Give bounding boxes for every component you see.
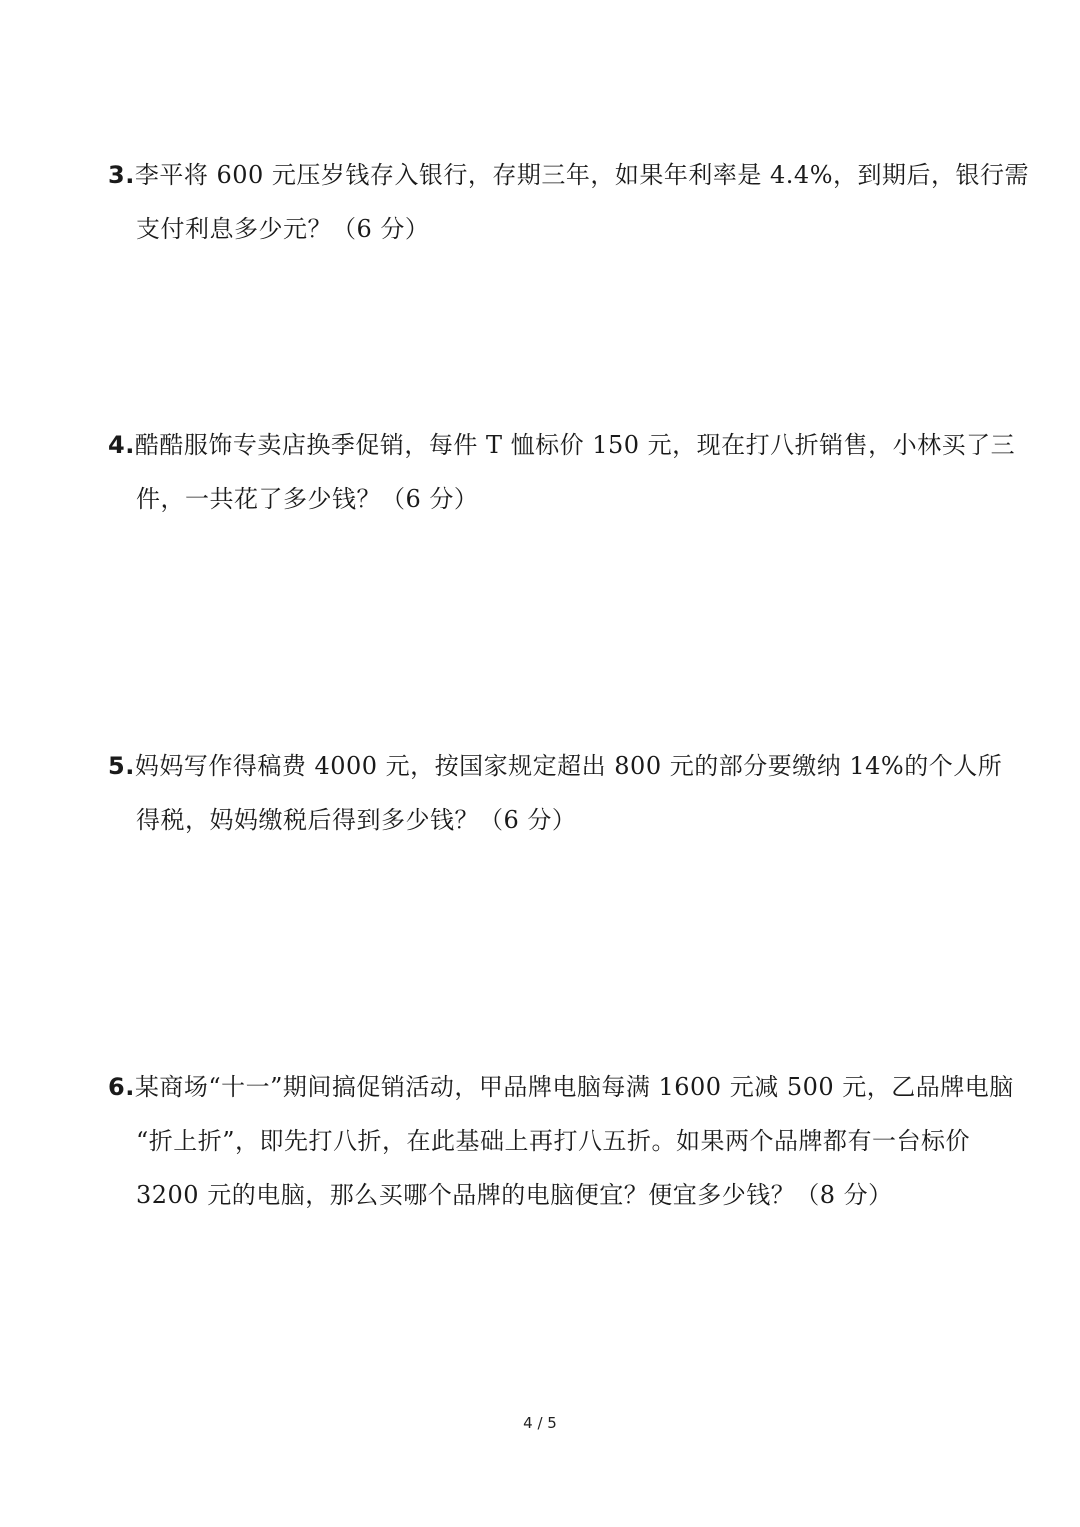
question-line — [108, 418, 1016, 472]
question-number: 4. — [108, 431, 135, 459]
question-6 — [108, 1060, 1014, 1222]
question-line — [108, 1060, 1014, 1114]
question-text: 某商场“十一”期间搞促销活动，甲品牌电脑每满 1600 元减 500 元，乙品牌电脑 — [134, 1073, 1014, 1101]
question-line — [108, 739, 1003, 793]
question-text: 李平将 600 元压岁钱存入银行，存期三年，如果年利率是 4.4%，到期后，银行需 — [134, 161, 1029, 189]
question-line — [108, 148, 1029, 202]
question-text: 酷酷服饰专卖店换季促销，每件 T 恤标价 150 元，现在打八折销售，小林买了三 — [134, 431, 1016, 459]
question-5 — [108, 739, 1003, 847]
question-text: 3200 元的电脑，那么买哪个品牌的电脑便宜？便宜多少钱？（8 分） — [136, 1181, 893, 1209]
question-3 — [108, 148, 1029, 256]
question-text: 件，一共花了多少钱？（6 分） — [136, 485, 479, 513]
question-text: 得税，妈妈缴税后得到多少钱？（6 分） — [136, 806, 577, 834]
page-number: 4 / 5 — [523, 1414, 557, 1432]
question-number: 6. — [108, 1073, 135, 1101]
question-number: 3. — [108, 161, 135, 189]
question-number: 5. — [108, 752, 135, 780]
question-4 — [108, 418, 1016, 526]
question-text: “折上折”，即先打八折，在此基础上再打八五折。如果两个品牌都有一台标价 — [136, 1127, 971, 1155]
question-text: 支付利息多少元？（6 分） — [136, 215, 430, 243]
question-text: 妈妈写作得稿费 4000 元，按国家规定超出 800 元的部分要缴纳 14%的个人所 — [134, 752, 1003, 780]
